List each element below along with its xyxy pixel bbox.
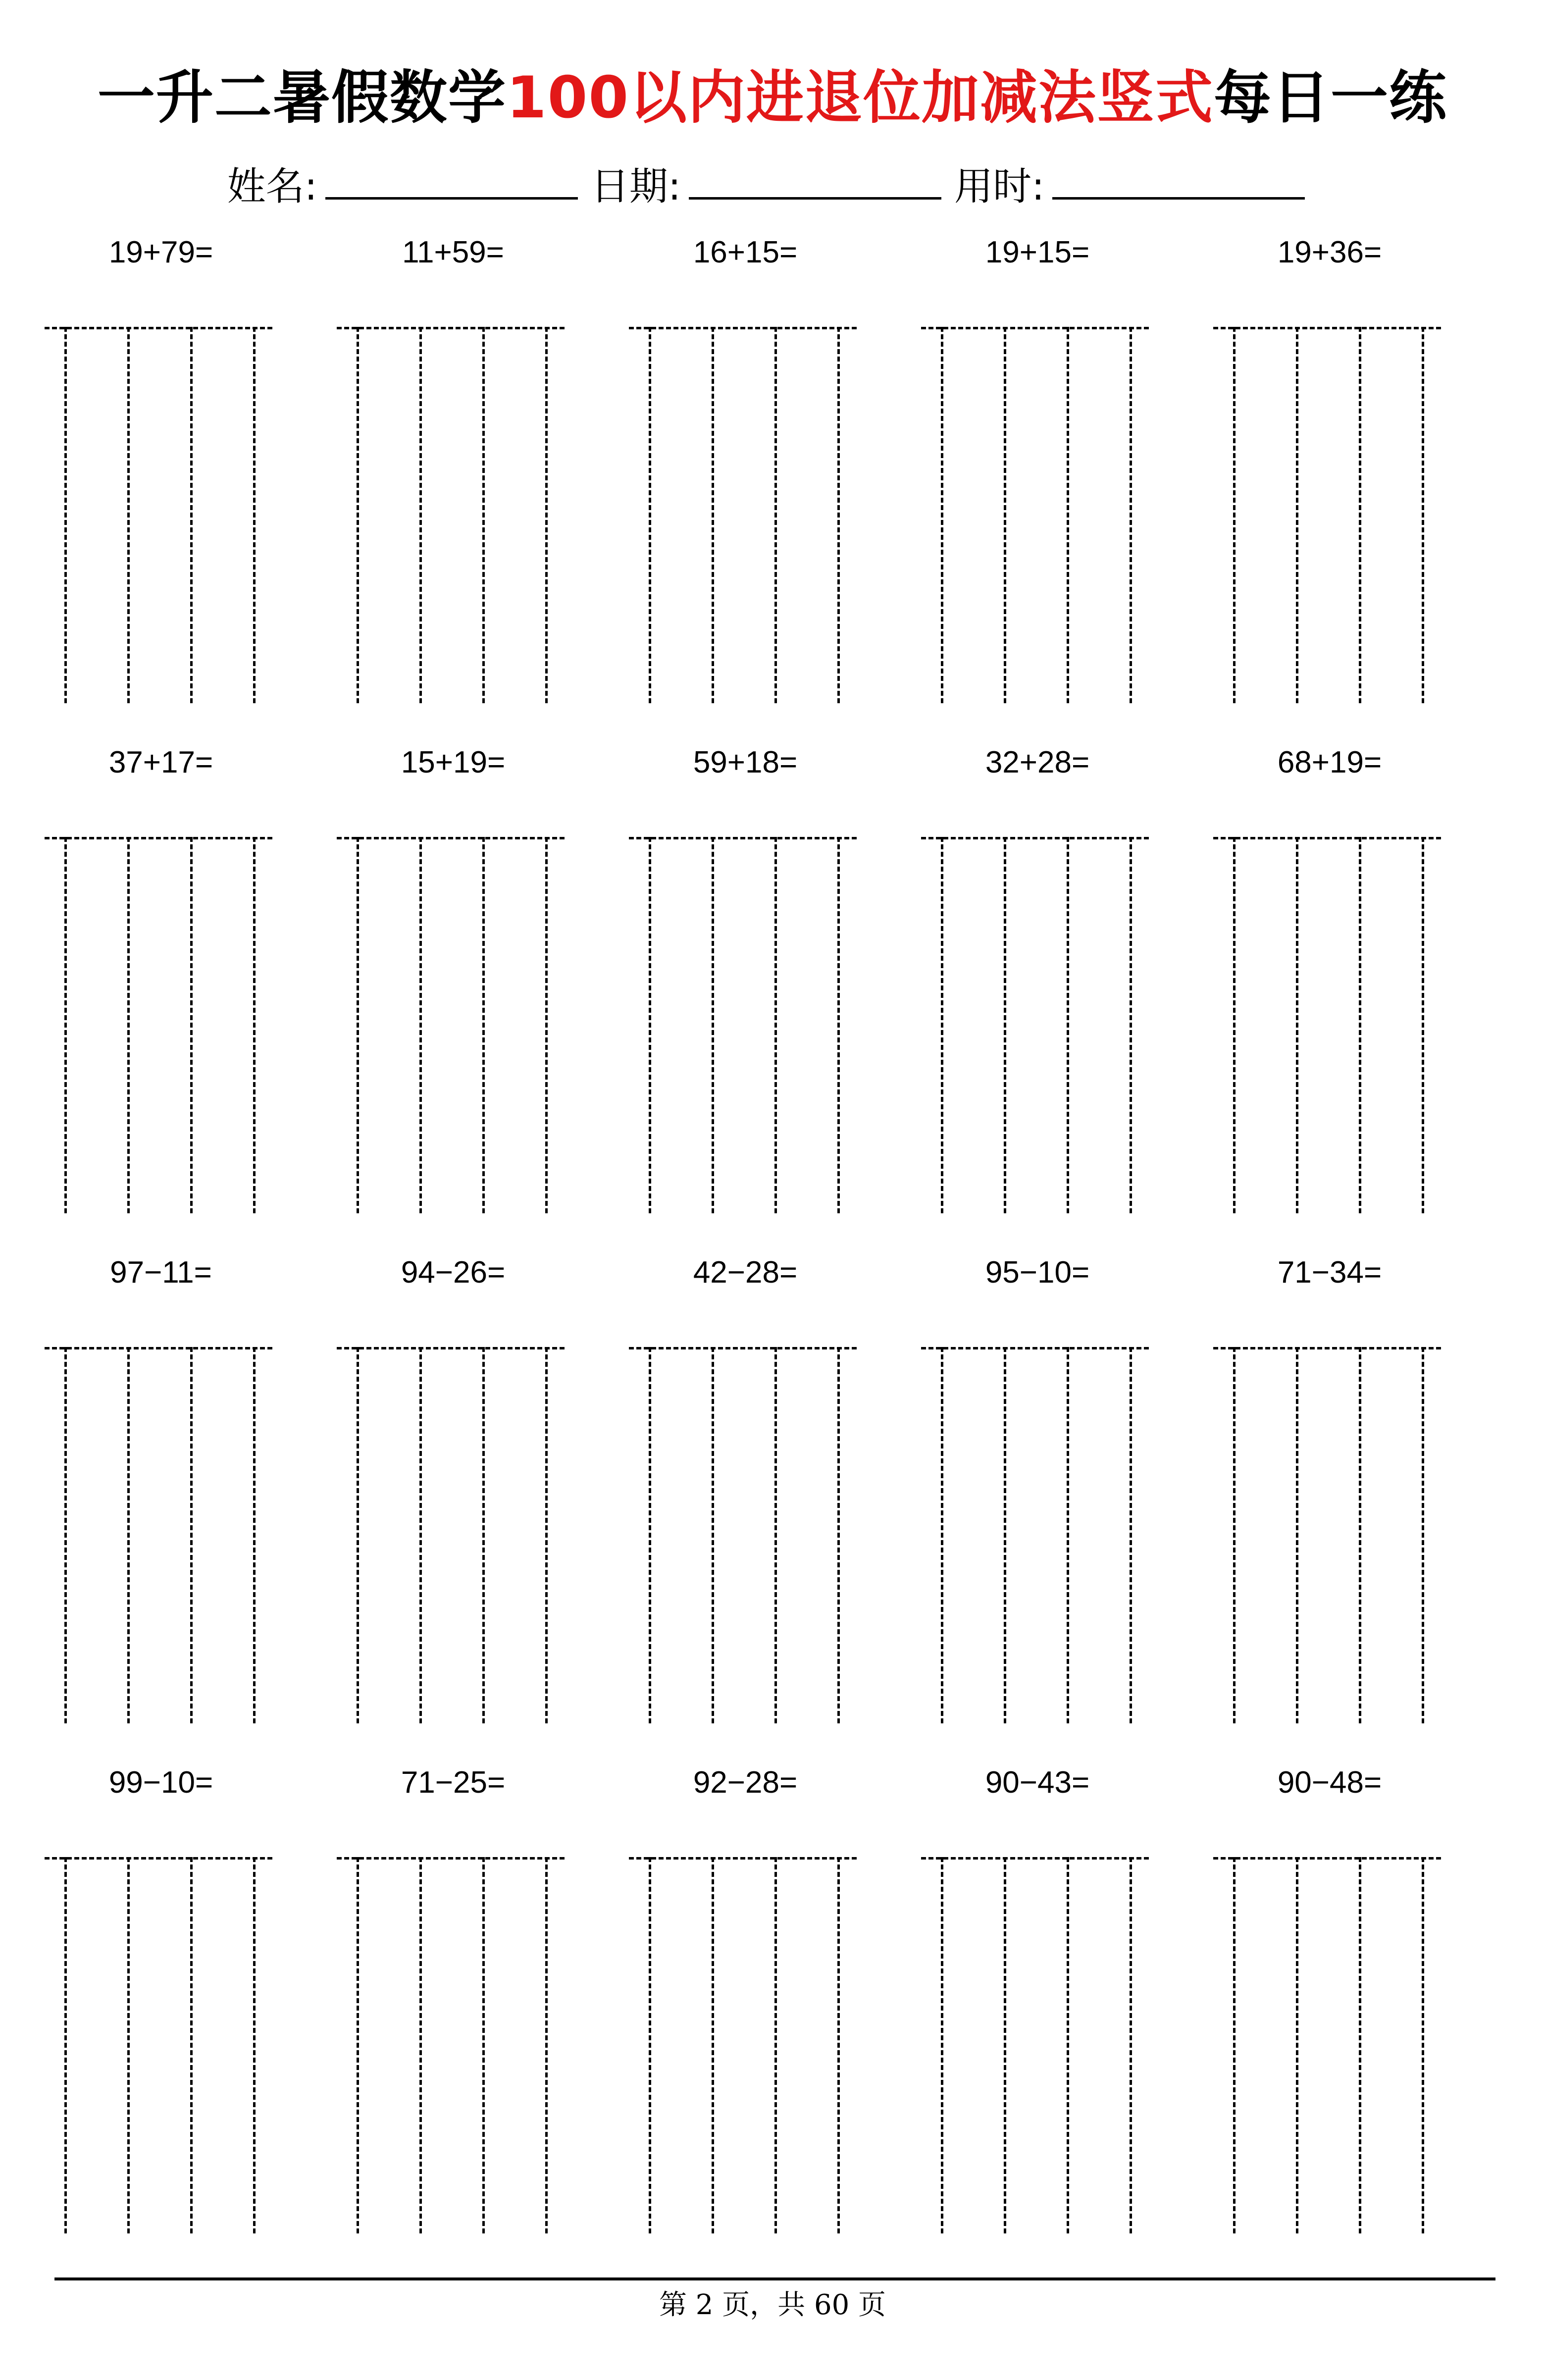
box-column-dashed-line xyxy=(64,1857,67,2233)
vertical-calc-box[interactable] xyxy=(921,1857,1149,2233)
box-column-dashed-line xyxy=(253,327,256,703)
box-top-dashed-line xyxy=(629,1857,857,1860)
box-column-dashed-line xyxy=(357,837,359,1213)
box-column-dashed-line xyxy=(482,327,485,703)
box-column-dashed-line xyxy=(357,1347,359,1723)
box-column-dashed-line xyxy=(774,837,777,1213)
box-top-dashed-line xyxy=(1213,1347,1441,1349)
box-column-dashed-line xyxy=(190,837,193,1213)
box-column-dashed-line xyxy=(1130,1857,1132,2233)
vertical-calc-box[interactable] xyxy=(337,1347,565,1723)
box-column-dashed-line xyxy=(1359,327,1361,703)
vertical-calc-box[interactable] xyxy=(337,1857,565,2233)
box-column-dashed-line xyxy=(64,1347,67,1723)
vertical-calc-box[interactable] xyxy=(337,327,565,703)
box-top-dashed-line xyxy=(1213,837,1441,839)
box-column-dashed-line xyxy=(127,837,130,1213)
box-column-dashed-line xyxy=(712,327,714,703)
page-number: 第 2 页，共 60 页 xyxy=(659,2289,886,2321)
problem-expression: 90−48= xyxy=(1277,1765,1382,1800)
box-column-dashed-line xyxy=(837,837,840,1213)
problem-expression: 94−26= xyxy=(401,1255,506,1290)
box-top-dashed-line xyxy=(1213,1857,1441,1860)
box-column-dashed-line xyxy=(774,1857,777,2233)
box-column-dashed-line xyxy=(357,1857,359,2233)
problem-expression: 11+59= xyxy=(402,235,504,269)
box-column-dashed-line xyxy=(1067,837,1069,1213)
box-column-dashed-line xyxy=(1004,1857,1006,2233)
box-column-dashed-line xyxy=(357,327,359,703)
box-column-dashed-line xyxy=(127,327,130,703)
box-top-dashed-line xyxy=(45,1347,272,1349)
box-column-dashed-line xyxy=(190,327,193,703)
box-column-dashed-line xyxy=(1296,1857,1298,2233)
box-top-dashed-line xyxy=(921,327,1149,329)
problem-expression: 97−11= xyxy=(110,1255,212,1290)
box-column-dashed-line xyxy=(1422,837,1424,1213)
box-column-dashed-line xyxy=(941,327,943,703)
vertical-calc-box[interactable] xyxy=(45,1347,272,1723)
box-column-dashed-line xyxy=(1422,327,1424,703)
problem-expression: 71−25= xyxy=(401,1765,506,1800)
box-column-dashed-line xyxy=(253,1347,256,1723)
box-column-dashed-line xyxy=(1130,837,1132,1213)
vertical-calc-box[interactable] xyxy=(921,1347,1149,1723)
problem-expression: 59+18= xyxy=(693,745,798,779)
vertical-calc-box[interactable] xyxy=(1213,837,1441,1213)
box-column-dashed-line xyxy=(1233,327,1236,703)
box-column-dashed-line xyxy=(1004,1347,1006,1723)
vertical-calc-box[interactable] xyxy=(45,327,272,703)
box-column-dashed-line xyxy=(649,1857,651,2233)
box-column-dashed-line xyxy=(1067,327,1069,703)
box-column-dashed-line xyxy=(837,327,840,703)
box-column-dashed-line xyxy=(64,837,67,1213)
box-column-dashed-line xyxy=(1296,837,1298,1213)
problem-expression: 19+79= xyxy=(108,235,213,269)
box-column-dashed-line xyxy=(1004,327,1006,703)
box-column-dashed-line xyxy=(253,1857,256,2233)
box-column-dashed-line xyxy=(1422,1347,1424,1723)
box-column-dashed-line xyxy=(837,1857,840,2233)
box-top-dashed-line xyxy=(45,837,272,839)
vertical-calc-box[interactable] xyxy=(1213,327,1441,703)
box-column-dashed-line xyxy=(190,1347,193,1723)
problem-expression: 95−10= xyxy=(985,1255,1090,1290)
problem-expression: 15+19= xyxy=(401,745,506,779)
box-column-dashed-line xyxy=(1233,1857,1236,2233)
box-column-dashed-line xyxy=(1067,1857,1069,2233)
box-column-dashed-line xyxy=(545,327,548,703)
box-column-dashed-line xyxy=(649,837,651,1213)
box-column-dashed-line xyxy=(545,837,548,1213)
box-column-dashed-line xyxy=(419,327,422,703)
box-top-dashed-line xyxy=(629,327,857,329)
box-column-dashed-line xyxy=(1359,837,1361,1213)
box-column-dashed-line xyxy=(190,1857,193,2233)
box-column-dashed-line xyxy=(941,1857,943,2233)
problem-expression: 92−28= xyxy=(693,1765,798,1800)
box-column-dashed-line xyxy=(482,1347,485,1723)
date-label: 日期: xyxy=(590,164,681,209)
title-part-1: 一升二暑假数学 xyxy=(97,64,507,131)
time-label: 用时: xyxy=(954,164,1045,209)
box-top-dashed-line xyxy=(337,1347,565,1349)
box-column-dashed-line xyxy=(545,1347,548,1723)
problem-expression: 16+15= xyxy=(693,235,798,269)
box-column-dashed-line xyxy=(253,837,256,1213)
box-column-dashed-line xyxy=(482,837,485,1213)
box-column-dashed-line xyxy=(419,837,422,1213)
box-top-dashed-line xyxy=(45,1857,272,1860)
box-top-dashed-line xyxy=(921,1857,1149,1860)
problem-expression: 71−34= xyxy=(1277,1255,1382,1290)
vertical-calc-box[interactable] xyxy=(1213,1347,1441,1723)
box-column-dashed-line xyxy=(712,1347,714,1723)
box-column-dashed-line xyxy=(1422,1857,1424,2233)
box-column-dashed-line xyxy=(1004,837,1006,1213)
box-top-dashed-line xyxy=(921,1347,1149,1349)
box-column-dashed-line xyxy=(419,1857,422,2233)
title-part-2-highlight: 100以内进退位加减法竖式 xyxy=(506,64,1214,131)
vertical-calc-box[interactable] xyxy=(629,1857,857,2233)
box-column-dashed-line xyxy=(649,1347,651,1723)
box-column-dashed-line xyxy=(127,1347,130,1723)
box-column-dashed-line xyxy=(649,327,651,703)
box-column-dashed-line xyxy=(774,327,777,703)
vertical-calc-box[interactable] xyxy=(629,1347,857,1723)
problem-expression: 42−28= xyxy=(693,1255,798,1290)
problem-expression: 99−10= xyxy=(108,1765,213,1800)
box-top-dashed-line xyxy=(45,327,272,329)
box-column-dashed-line xyxy=(1130,327,1132,703)
box-column-dashed-line xyxy=(1296,1347,1298,1723)
box-top-dashed-line xyxy=(629,1347,857,1349)
vertical-calc-box[interactable] xyxy=(337,837,565,1213)
problem-expression: 68+19= xyxy=(1277,745,1382,779)
box-column-dashed-line xyxy=(127,1857,130,2233)
vertical-calc-box[interactable] xyxy=(45,837,272,1213)
vertical-calc-box[interactable] xyxy=(629,837,857,1213)
name-label: 姓名: xyxy=(227,164,317,209)
footer-divider xyxy=(54,2277,1495,2280)
vertical-calc-box[interactable] xyxy=(45,1857,272,2233)
box-top-dashed-line xyxy=(629,837,857,839)
box-column-dashed-line xyxy=(941,837,943,1213)
box-column-dashed-line xyxy=(1130,1347,1132,1723)
title-part-3: 每日一练 xyxy=(1214,64,1448,131)
box-column-dashed-line xyxy=(1067,1347,1069,1723)
box-column-dashed-line xyxy=(712,837,714,1213)
problem-expression: 19+15= xyxy=(985,235,1090,269)
problem-expression: 19+36= xyxy=(1277,235,1382,269)
problem-expression: 90−43= xyxy=(985,1765,1090,1800)
box-column-dashed-line xyxy=(1233,837,1236,1213)
box-top-dashed-line xyxy=(337,837,565,839)
box-column-dashed-line xyxy=(1359,1347,1361,1723)
box-column-dashed-line xyxy=(1359,1857,1361,2233)
box-top-dashed-line xyxy=(1213,327,1441,329)
box-column-dashed-line xyxy=(419,1347,422,1723)
box-column-dashed-line xyxy=(545,1857,548,2233)
box-column-dashed-line xyxy=(1233,1347,1236,1723)
box-top-dashed-line xyxy=(337,327,565,329)
problem-expression: 37+17= xyxy=(108,745,213,779)
vertical-calc-box[interactable] xyxy=(921,327,1149,703)
box-top-dashed-line xyxy=(921,837,1149,839)
box-column-dashed-line xyxy=(482,1857,485,2233)
box-column-dashed-line xyxy=(837,1347,840,1723)
box-column-dashed-line xyxy=(941,1347,943,1723)
box-column-dashed-line xyxy=(712,1857,714,2233)
problem-expression: 32+28= xyxy=(985,745,1090,779)
box-column-dashed-line xyxy=(1296,327,1298,703)
box-column-dashed-line xyxy=(64,327,67,703)
box-top-dashed-line xyxy=(337,1857,565,1860)
vertical-calc-box[interactable] xyxy=(1213,1857,1441,2233)
vertical-calc-box[interactable] xyxy=(629,327,857,703)
vertical-calc-box[interactable] xyxy=(921,837,1149,1213)
box-column-dashed-line xyxy=(774,1347,777,1723)
